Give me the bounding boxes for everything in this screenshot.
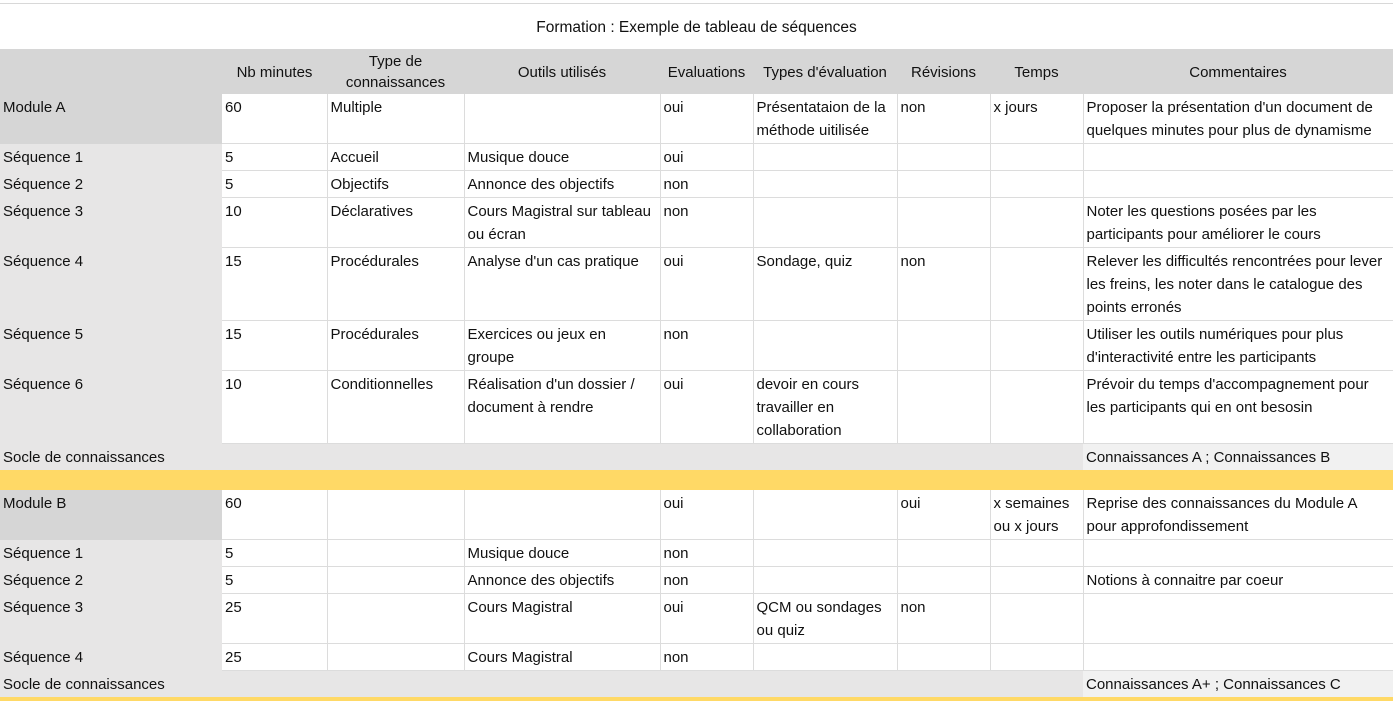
cell-revisions [897,171,990,198]
cell-type: Procédurales [327,248,464,321]
row-label: Séquence 4 [0,248,222,321]
cell-outils: Musique douce [464,144,660,171]
header-outils: Outils utilisés [464,49,660,94]
header-temps: Temps [990,49,1083,94]
cell-temps [990,198,1083,248]
row-label: Séquence 2 [0,171,222,198]
cell-type [327,644,464,671]
page-title: Formation : Exemple de tableau de séquences [536,19,857,36]
cell-revisions [897,321,990,371]
row-label: Séquence 4 [0,644,222,671]
cell-minutes: 25 [222,644,327,671]
table-row [0,490,1393,540]
spreadsheet [0,3,1393,693]
cell-evaluations: non [660,321,753,371]
cell-commentaires: Utiliser les outils numériques pour plus d'interactivité entre les participants [1083,321,1393,371]
cell-types-evaluation [753,321,897,371]
cell-outils: Annonce des objectifs [464,567,660,594]
cell-evaluations: oui [660,594,753,644]
row-label: Séquence 1 [0,144,222,171]
cell-minutes: 5 [222,540,327,567]
cell-evaluations: non [660,198,753,248]
cell-temps [990,248,1083,321]
cell-minutes: 15 [222,321,327,371]
row-label: Module B [0,490,222,540]
table-row [0,567,1393,594]
cell-commentaires: Notions à connaitre par coeur [1083,567,1393,594]
cell-temps [990,321,1083,371]
cell-revisions [897,144,990,171]
cell-temps [990,371,1083,444]
cell-evaluations: oui [660,94,753,144]
cell-type [327,490,464,540]
socle-row [0,444,1393,471]
cell-outils: Réalisation d'un dossier / document à rendre [464,371,660,444]
table-row [0,321,1393,371]
row-label: Séquence 3 [0,198,222,248]
cell-types-evaluation [753,198,897,248]
cell-type: Conditionnelles [327,371,464,444]
cell-minutes: 60 [222,490,327,540]
sequence-table [0,49,1393,701]
cell-temps [990,171,1083,198]
row-label: Module A [0,94,222,144]
cell-minutes: 5 [222,567,327,594]
cell-commentaires: Proposer la présentation d'un document de quelques minutes pour plus de dynamisme [1083,94,1393,144]
cell-commentaires: Relever les difficultés rencontrées pour lever les freins, les noter dans le catalogue des points erronés [1083,248,1393,321]
table-row [0,594,1393,644]
cell-outils: Analyse d'un cas pratique [464,248,660,321]
cell-types-evaluation: QCM ou sondages ou quiz [753,594,897,644]
socle-row [0,671,1393,698]
cell-type: Multiple [327,94,464,144]
cell-types-evaluation: devoir en cours travailler en collaboration [753,371,897,444]
cell-commentaires: Reprise des connaissances du Module A pour approfondissement [1083,490,1393,540]
cell-commentaires [1083,644,1393,671]
cell-types-evaluation [753,171,897,198]
cell-temps [990,567,1083,594]
socle-value: Connaissances A ; Connaissances B [1083,444,1393,471]
header-evaluations: Evaluations [660,49,753,94]
cell-revisions: non [897,248,990,321]
cell-temps: x semaines ou x jours [990,490,1083,540]
socle-label: Socle de connaissances [0,444,1083,471]
cell-temps: x jours [990,94,1083,144]
cell-types-evaluation [753,144,897,171]
table-row [0,371,1393,444]
cell-outils: Cours Magistral [464,644,660,671]
cell-revisions: non [897,594,990,644]
cell-outils: Cours Magistral sur tableau ou écran [464,198,660,248]
cell-commentaires [1083,171,1393,198]
table-row [0,540,1393,567]
cell-minutes: 10 [222,371,327,444]
separator-row [0,697,1393,701]
cell-type [327,594,464,644]
cell-evaluations: non [660,171,753,198]
separator-row [0,470,1393,490]
cell-type: Objectifs [327,171,464,198]
cell-type: Déclaratives [327,198,464,248]
cell-minutes: 60 [222,94,327,144]
header-types-evaluation: Types d'évaluation [753,49,897,94]
row-label: Séquence 2 [0,567,222,594]
cell-revisions [897,371,990,444]
cell-outils: Exercices ou jeux en groupe [464,321,660,371]
cell-types-evaluation: Sondage, quiz [753,248,897,321]
header-commentaires: Commentaires [1083,49,1393,94]
table-row [0,144,1393,171]
cell-minutes: 25 [222,594,327,644]
cell-temps [990,540,1083,567]
cell-revisions [897,540,990,567]
cell-revisions [897,567,990,594]
cell-outils: Musique douce [464,540,660,567]
cell-revisions: oui [897,490,990,540]
table-row [0,644,1393,671]
cell-temps [990,594,1083,644]
cell-types-evaluation: Présentataion de la méthode uitilisée [753,94,897,144]
cell-evaluations: oui [660,248,753,321]
table-row [0,248,1393,321]
cell-temps [990,144,1083,171]
cell-type [327,540,464,567]
row-label: Séquence 1 [0,540,222,567]
cell-type: Accueil [327,144,464,171]
cell-commentaires: Noter les questions posées par les participants pour améliorer le cours [1083,198,1393,248]
cell-types-evaluation [753,490,897,540]
cell-minutes: 5 [222,144,327,171]
cell-commentaires [1083,144,1393,171]
table-row [0,171,1393,198]
cell-evaluations: non [660,644,753,671]
header-nb-minutes: Nb minutes [222,49,327,94]
table-row [0,94,1393,144]
cell-outils: Cours Magistral [464,594,660,644]
cell-types-evaluation [753,644,897,671]
cell-outils [464,490,660,540]
header-revisions: Révisions [897,49,990,94]
cell-temps [990,644,1083,671]
cell-minutes: 10 [222,198,327,248]
header-type-connaissances: Type de connaissances [327,49,464,94]
cell-types-evaluation [753,567,897,594]
cell-revisions: non [897,94,990,144]
separator-cell [0,697,1393,701]
cell-evaluations: oui [660,490,753,540]
row-label: Séquence 3 [0,594,222,644]
cell-evaluations: non [660,567,753,594]
cell-revisions [897,644,990,671]
cell-commentaires: Prévoir du temps d'accompagnement pour les participants qui en ont besosin [1083,371,1393,444]
cell-outils: Annonce des objectifs [464,171,660,198]
cell-evaluations: non [660,540,753,567]
cell-commentaires [1083,594,1393,644]
cell-outils [464,94,660,144]
cell-evaluations: oui [660,144,753,171]
cell-minutes: 15 [222,248,327,321]
cell-type [327,567,464,594]
socle-value: Connaissances A+ ; Connaissances C [1083,671,1393,698]
socle-label: Socle de connaissances [0,671,1083,698]
cell-minutes: 5 [222,171,327,198]
header-module [0,49,222,94]
row-label: Séquence 5 [0,321,222,371]
separator-cell [0,470,1393,490]
row-label: Séquence 6 [0,371,222,444]
cell-commentaires [1083,540,1393,567]
header-row [0,49,1393,94]
cell-evaluations: oui [660,371,753,444]
table-row [0,198,1393,248]
cell-revisions [897,198,990,248]
cell-types-evaluation [753,540,897,567]
cell-type: Procédurales [327,321,464,371]
